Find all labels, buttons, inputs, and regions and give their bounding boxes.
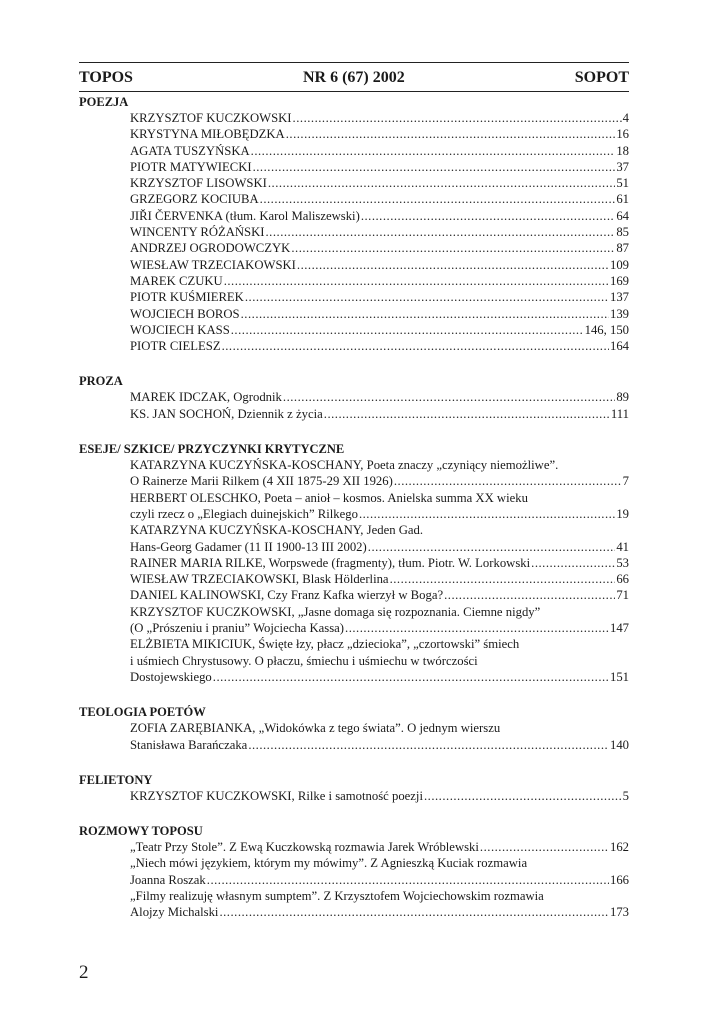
toc-entry [130,788,629,804]
entry-leader-line [130,539,629,555]
entry-page-number: 111 [610,406,629,421]
entry-leader-line [130,669,629,685]
entry-leader-line [130,571,629,587]
dot-leader [224,273,609,289]
entry-list [79,788,629,804]
toc-section [79,704,629,753]
toc-entry [130,224,629,240]
section-title: ESEJE/ SZKICE/ PRZYCZYNKI KRYTYCZNE [79,442,345,457]
toc-entry [130,306,629,322]
entry-leader-line [130,240,629,256]
dot-leader [253,159,616,175]
entry-title: Dostojewskiego [130,669,212,684]
entry-title: KRYSTYNA MIŁOBĘDZKA [130,127,285,142]
header-rule [79,91,629,92]
entry-page-number: 66 [616,572,629,587]
entry-title: WOJCIECH BOROS [130,306,240,321]
toc-entry [130,289,629,305]
toc-entry [130,888,629,921]
entry-page-number: 146, 150 [584,322,629,337]
entry-page-number: 147 [609,621,629,636]
section-title: ROZMOWY TOPOSU [79,824,203,839]
entry-page-number: 89 [616,390,629,405]
toc-entry [130,126,629,142]
entry-title: O Rainerze Marii Rilkem (4 XII 1875-29 XII 1926) [130,474,393,489]
section-title: POEZJA [79,95,129,109]
entry-title: WIESŁAW TRZECIAKOWSKI [130,257,296,272]
entry-title: WOJCIECH KASS [130,322,230,337]
entry-list [79,839,629,920]
dot-leader [268,175,615,191]
entry-leader-line [130,389,629,405]
entry-leader-line [130,338,629,354]
entry-list [79,110,629,354]
entry-text-line: „Niech mówi językiem, którym my mówimy”. Z Agnieszką Kuciak rozmawia [130,856,528,871]
entry-page-number: 37 [616,159,629,174]
entry-leader-line [130,110,629,126]
entry-title: WIESŁAW TRZECIAKOWSKI, Blask Hölderlina [130,572,389,587]
entry-page-number: 5 [622,788,629,803]
entry-text-line: HERBERT OLESCHKO, Poeta – anioł – kosmos. Anielska summa XX wieku [130,490,528,505]
entry-title: PIOTR MATYWIECKI [130,159,252,174]
entry-leader-line [130,555,629,571]
entry-title: PIOTR CIELESZ [130,339,221,354]
dot-leader [248,737,609,753]
entry-page-number: 61 [616,192,629,207]
entry-leader-line [130,322,629,338]
dot-leader [324,406,610,422]
entry-page-number: 85 [616,225,629,240]
header-journal: TOPOS [79,69,133,86]
dot-leader [480,839,609,855]
entry-page-number: 169 [609,273,629,288]
entry-page-number: 7 [622,474,629,489]
entry-title: KRZYSZTOF LISOWSKI [130,176,267,191]
entry-title: Alojzy Michalski [130,905,219,920]
toc-entry [130,159,629,175]
dot-leader [394,473,622,489]
entry-page-number: 109 [609,257,629,272]
toc-entry [130,720,629,753]
entry-leader-line [130,208,629,224]
entry-page-number: 41 [616,539,629,554]
toc-entry [130,571,629,587]
toc-entry [130,175,629,191]
entry-leader-line [130,143,629,159]
toc-section [79,94,629,354]
entry-title: DANIEL KALINOWSKI, Czy Franz Kafka wierzył w Boga? [130,588,444,603]
entry-leader-line [130,257,629,273]
dot-leader [219,904,609,920]
entry-leader-line [130,839,629,855]
entry-page-number: 71 [616,588,629,603]
entry-list [79,389,629,422]
entry-title: MAREK CZUKU [130,273,223,288]
entry-list [79,457,629,685]
toc-entry [130,110,629,126]
entry-text-line: KRZYSZTOF KUCZKOWSKI, „Jasne domaga się rozpoznania. Ciemne nigdy” [130,604,541,619]
entry-leader-line [130,273,629,289]
entry-leader-line [130,224,629,240]
dot-leader [390,571,616,587]
entry-page-number: 137 [609,290,629,305]
toc-entry [130,587,629,603]
dot-leader [231,322,584,338]
entry-title: MAREK IDCZAK, Ogrodnik [130,390,282,405]
toc-entry [130,240,629,256]
entry-page-number: 166 [609,872,629,887]
entry-leader-line [130,788,629,804]
entry-page-number: 16 [616,127,629,142]
dot-leader [241,306,609,322]
entry-list [79,720,629,753]
entry-page-number: 139 [609,306,629,321]
toc-entry [130,604,629,637]
entry-title: „Teatr Przy Stole”. Z Ewą Kuczkowską rozmawia Jarek Wróblewski [130,840,479,855]
entry-page-number: 53 [616,555,629,570]
toc-entry [130,406,629,422]
entry-page-number: 4 [622,111,629,125]
toc-entry [130,143,629,159]
entry-title: Joanna Roszak [130,872,206,887]
toc-entry [130,257,629,273]
toc-section [79,772,629,804]
dot-leader [531,555,615,571]
table-of-contents [79,62,629,940]
toc-section [79,373,629,422]
entry-title: czyli rzecz o „Elegiach duinejskich” Rilkego [130,506,358,521]
entry-page-number: 19 [616,506,629,521]
entry-leader-line [130,473,629,489]
dot-leader [444,587,615,603]
entry-title: (O „Prószeniu i praniu” Wojciecha Kassa) [130,621,345,636]
entry-title: PIOTR KUŚMIEREK [130,290,244,305]
entry-page-number: 18 [616,143,629,158]
entry-text-line: KATARZYNA KUCZYŃSKA-KOSCHANY, Poeta znaczy „czyniący niemożliwe”. [130,458,559,473]
dot-leader [293,110,622,126]
entry-leader-line [130,126,629,142]
toc-entry [130,555,629,571]
entry-leader-line [130,737,629,753]
entry-title: Hans-Georg Gadamer (11 II 1900-13 III 2002) [130,539,367,554]
running-header [79,63,629,90]
dot-leader [213,669,609,685]
entry-leader-line [130,506,629,522]
dot-leader [251,143,616,159]
page-number: 2 [79,962,89,983]
toc-entry [130,338,629,354]
entry-text-line: „Filmy realizuję własnym sumptem”. Z Krzysztofem Wojciechowskim rozmawia [130,888,544,903]
entry-page-number: 140 [609,737,629,752]
entry-title: AGATA TUSZYŃSKA [130,143,250,158]
dot-leader [297,257,609,273]
dot-leader [424,788,622,804]
entry-title: KS. JAN SOCHOŃ, Dziennik z życia [130,406,323,421]
dot-leader [222,338,609,354]
entry-leader-line [130,191,629,207]
entry-text-line: ELŻBIETA MIKICIUK, Święte łzy, płacz „dziecioka”, „czortowski” śmiech [130,637,520,652]
entry-page-number: 87 [616,241,629,256]
entry-leader-line [130,872,629,888]
dot-leader [260,191,616,207]
entry-text-line: i uśmiech Chrystusowy. O płaczu, śmiechu i uśmiechu w twórczości [130,653,478,668]
toc-entry [130,522,629,555]
dot-leader [283,389,615,405]
entry-title: WINCENTY RÓŻAŃSKI [130,225,265,240]
entry-page-number: 151 [609,669,629,684]
dot-leader [286,126,616,142]
entry-page-number: 162 [609,840,629,855]
toc-sections [79,94,629,921]
toc-entry [130,490,629,523]
toc-entry [130,636,629,685]
entry-leader-line [130,587,629,603]
section-title: PROZA [79,374,123,389]
entry-leader-line [130,175,629,191]
entry-leader-line [130,289,629,305]
entry-title: ANDRZEJ OGRODOWCZYK [130,241,291,256]
dot-leader [291,240,615,256]
section-title: TEOLOGIA POETÓW [79,705,206,720]
toc-entry [130,855,629,888]
toc-section [79,441,629,685]
entry-leader-line [130,306,629,322]
section-title: FELIETONY [79,772,153,787]
entry-title: KRZYSZTOF KUCZKOWSKI, Rilke i samotność poezji [130,788,423,803]
entry-title: GRZEGORZ KOCIUBA [130,192,259,207]
toc-entry [130,191,629,207]
toc-section [79,823,629,920]
entry-text-line: ZOFIA ZARĘBIANKA, „Widokówka z tego świata”. O jednym wierszu [130,721,501,736]
entry-leader-line [130,620,629,636]
entry-title: RAINER MARIA RILKE, Worpswede (fragmenty), tłum. Piotr. W. Lorkowski [130,555,531,570]
entry-leader-line [130,904,629,920]
entry-leader-line [130,406,629,422]
entry-leader-line [130,159,629,175]
dot-leader [368,539,616,555]
header-issue: NR 6 (67) 2002 [302,69,405,86]
toc-entry [130,322,629,338]
toc-entry [130,273,629,289]
toc-entry [130,208,629,224]
entry-title: JIŘI ČERVENKA (tłum. Karol Maliszewski) [130,208,360,223]
entry-text-line: KATARZYNA KUCZYŃSKA-KOSCHANY, Jeden Gad. [130,523,424,538]
entry-title: KRZYSZTOF KUCZKOWSKI [130,111,292,125]
toc-entry [130,839,629,855]
entry-page-number: 173 [609,905,629,920]
dot-leader [207,872,609,888]
toc-entry [130,457,629,490]
entry-page-number: 51 [616,176,629,191]
entry-title: Stanisława Barańczaka [130,737,248,752]
entry-page-number: 64 [616,208,629,223]
dot-leader [245,289,609,305]
dot-leader [361,208,616,224]
header-city: SOPOT [574,69,629,86]
entry-page-number: 164 [609,339,629,354]
dot-leader [266,224,616,240]
dot-leader [345,620,609,636]
toc-entry [130,389,629,405]
dot-leader [359,506,615,522]
